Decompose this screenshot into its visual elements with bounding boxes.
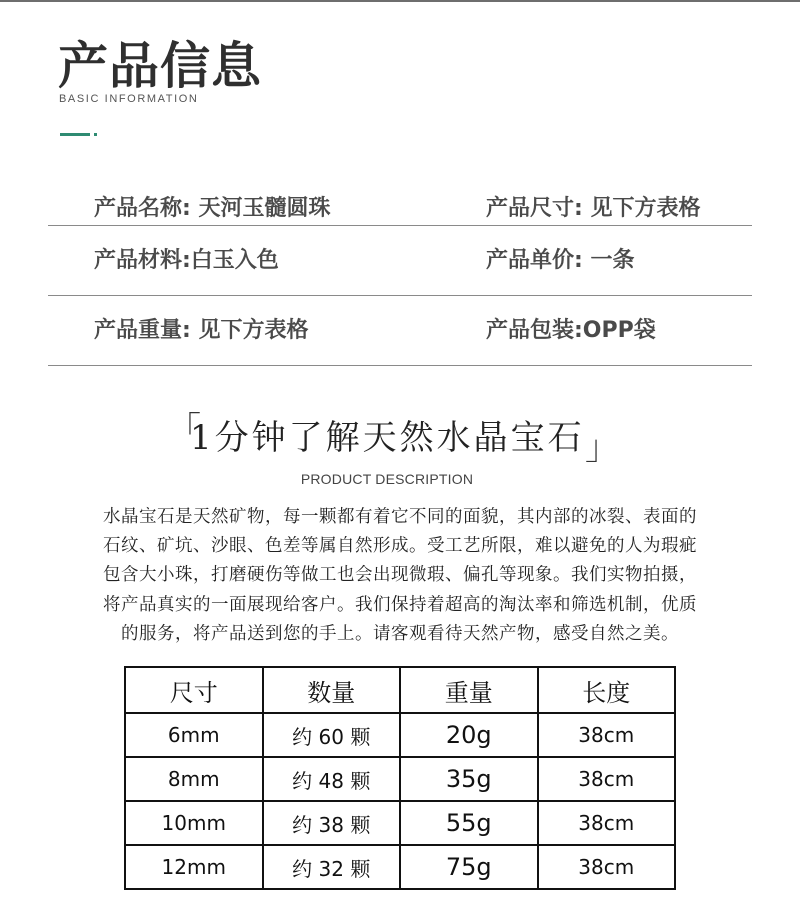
info-product-unit-price: 产品单价: 一条 bbox=[486, 248, 635, 273]
top-rule bbox=[0, 0, 800, 2]
cell-weight: 55g bbox=[400, 801, 538, 845]
cell-length: 38cm bbox=[538, 757, 676, 801]
cell-length: 38cm bbox=[538, 713, 676, 757]
info-row-3 bbox=[48, 296, 752, 366]
spec-table bbox=[124, 666, 676, 890]
info-divider bbox=[48, 365, 752, 366]
description-line: 的服务，将产品送到您的手上。请客观看待天然产物，感受自然之美。 bbox=[121, 623, 679, 644]
info-row-2 bbox=[48, 226, 752, 296]
accent-line bbox=[60, 133, 90, 136]
cell-size: 10mm bbox=[125, 801, 263, 845]
cell-weight: 75g bbox=[400, 845, 538, 889]
description-line: 将产品真实的一面展现给客户。我们保持着超高的淘汰率和筛选机制，优质 bbox=[103, 594, 697, 615]
info-product-name: 产品名称: 天河玉髓圆珠 bbox=[94, 196, 331, 221]
table-row bbox=[125, 845, 675, 889]
table-row bbox=[125, 801, 675, 845]
cell-weight: 35g bbox=[400, 757, 538, 801]
description-line: 水晶宝石是天然矿物，每一颗都有着它不同的面貌，其内部的冰裂、表面的 bbox=[103, 507, 697, 527]
accent-dot bbox=[94, 133, 97, 136]
description-heading bbox=[0, 410, 800, 466]
info-product-packaging: 产品包装:OPP袋 bbox=[486, 318, 656, 343]
description-line: 石纹、矿坑、沙眼、色差等属自然形成。受工艺所限，难以避免的人为瑕疵 bbox=[103, 536, 697, 557]
description-subtitle: PRODUCT DESCRIPTION bbox=[300, 471, 474, 487]
header-size: 尺寸 bbox=[125, 667, 263, 713]
description-title: 1分钟了解天然水晶宝石 bbox=[190, 418, 585, 458]
header-weight: 重量 bbox=[400, 667, 538, 713]
cell-weight: 20g bbox=[400, 713, 538, 757]
page-title: 产品信息 bbox=[58, 37, 262, 95]
info-row-1 bbox=[48, 174, 752, 226]
description-line: 包含大小珠，打磨硬伤等做工也会出现微瑕、偏孔等现象。我们实物拍摄， bbox=[103, 565, 697, 586]
cell-length: 38cm bbox=[538, 845, 676, 889]
info-product-weight: 产品重量: 见下方表格 bbox=[94, 318, 309, 343]
description-body bbox=[58, 503, 742, 649]
cell-size: 6mm bbox=[125, 713, 263, 757]
table-row bbox=[125, 757, 675, 801]
bracket-close: 」 bbox=[585, 428, 619, 468]
header-length: 长度 bbox=[538, 667, 676, 713]
cell-quantity: 约 32 颗 bbox=[263, 845, 401, 889]
bracket-open: 「 bbox=[167, 410, 201, 450]
cell-quantity: 约 60 颗 bbox=[263, 713, 401, 757]
info-product-size: 产品尺寸: 见下方表格 bbox=[486, 196, 701, 221]
cell-size: 8mm bbox=[125, 757, 263, 801]
cell-quantity: 约 48 颗 bbox=[263, 757, 401, 801]
header-quantity: 数量 bbox=[263, 667, 401, 713]
table-header-row bbox=[125, 667, 675, 713]
info-product-material: 产品材料:白玉入色 bbox=[94, 248, 279, 273]
cell-size: 12mm bbox=[125, 845, 263, 889]
table-row bbox=[125, 713, 675, 757]
page-subtitle: BASIC INFORMATION bbox=[59, 93, 199, 105]
cell-quantity: 约 38 颗 bbox=[263, 801, 401, 845]
cell-length: 38cm bbox=[538, 801, 676, 845]
